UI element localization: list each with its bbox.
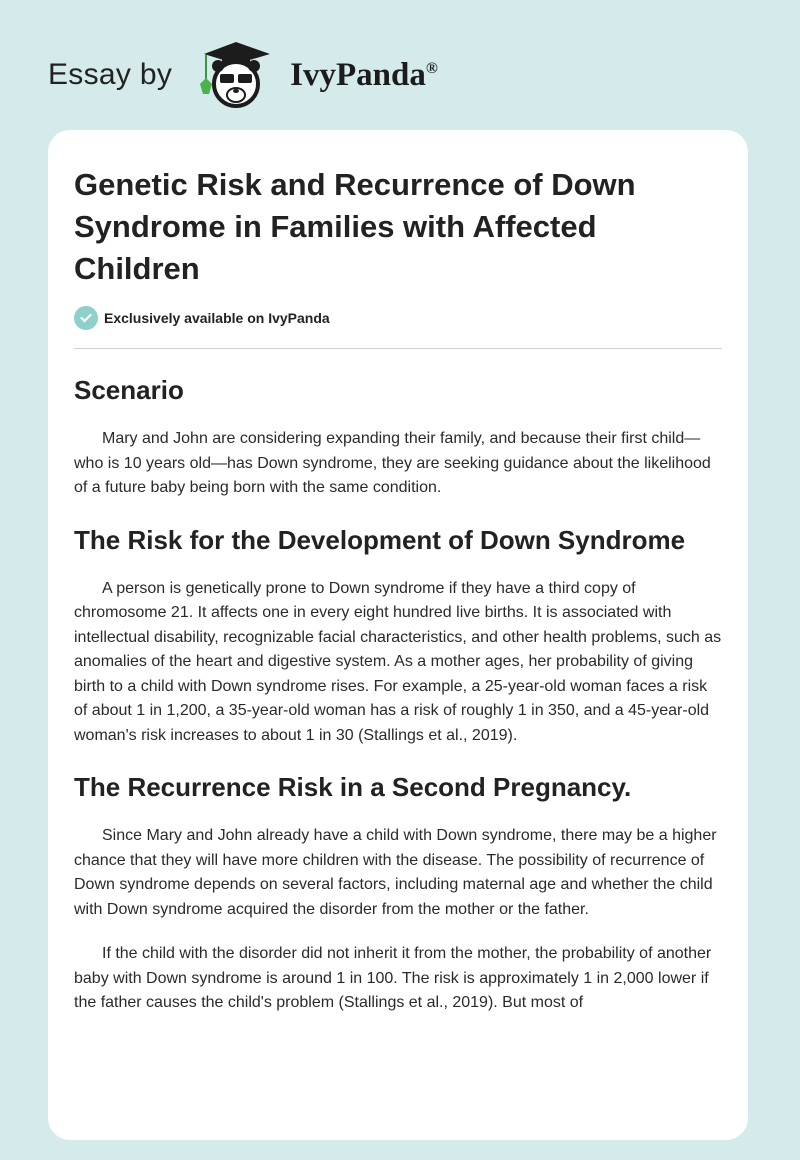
ivypanda-logo-icon[interactable]	[194, 40, 280, 110]
paragraph: Since Mary and John already have a child with Down syndrome, there may be a higher chance that they will have more children with the disease. The possibility of recurrence of Down syndrome depends on several factors, including maternal age and whether the child with Down syndrome acquired the disorder from the mother or the father.	[74, 827, 717, 918]
section-recurrence	[74, 768, 722, 1016]
essay-by-label: Essay by	[48, 58, 173, 91]
section-risk	[74, 521, 722, 749]
essay-card	[48, 130, 748, 1140]
divider	[74, 348, 722, 349]
paragraph: Mary and John are considering expanding their family, and because their first child—who is 10 years old—has Down syndrome, they are seeking guidance about the likelihood of a future baby being born with the same condition.	[74, 430, 711, 496]
paragraph: If the child with the disorder did not inherit it from the mother, the probability of another baby with Down syndrome is around 1 in 100. The risk is approximately 1 in 2,000 lower if the father causes the child's problem (Stallings et al., 2019). But most of	[74, 945, 712, 1011]
brand-name[interactable]	[290, 57, 438, 94]
essay-title: Genetic Risk and Recurrence of Down Syndrome in Families with Affected Children	[74, 167, 636, 286]
section-scenario	[74, 371, 722, 501]
brand-header	[48, 40, 438, 110]
paragraph: A person is genetically prone to Down syndrome if they have a third copy of chromosome 21. It affects one in every eight hundred live births. It is associated with intellectual disability, recognizable facial characteristics, and other health problems, such as anomalies of the heart and digestive system. As a mother ages, her probability of giving birth to a child with Down syndrome rises. For example, a 25-year-old woman faces a risk of about 1 in 1,200, a 35-year-old woman has a risk of roughly 1 in 350, and a 45-year-old woman's risk increases to about 1 in 30 (Stallings et al., 2019).	[74, 579, 722, 744]
registered-mark: ®	[425, 59, 438, 77]
section-heading: The Risk for the Development of Down Syndrome	[74, 524, 686, 555]
exclusive-badge	[74, 306, 722, 330]
badge-label: Exclusively available on IvyPanda	[104, 310, 330, 326]
check-icon	[74, 306, 98, 330]
section-heading: The Recurrence Risk in a Second Pregnancy.	[74, 772, 632, 802]
section-heading: Scenario	[74, 375, 184, 405]
brand-text: IvyPanda	[290, 56, 426, 93]
